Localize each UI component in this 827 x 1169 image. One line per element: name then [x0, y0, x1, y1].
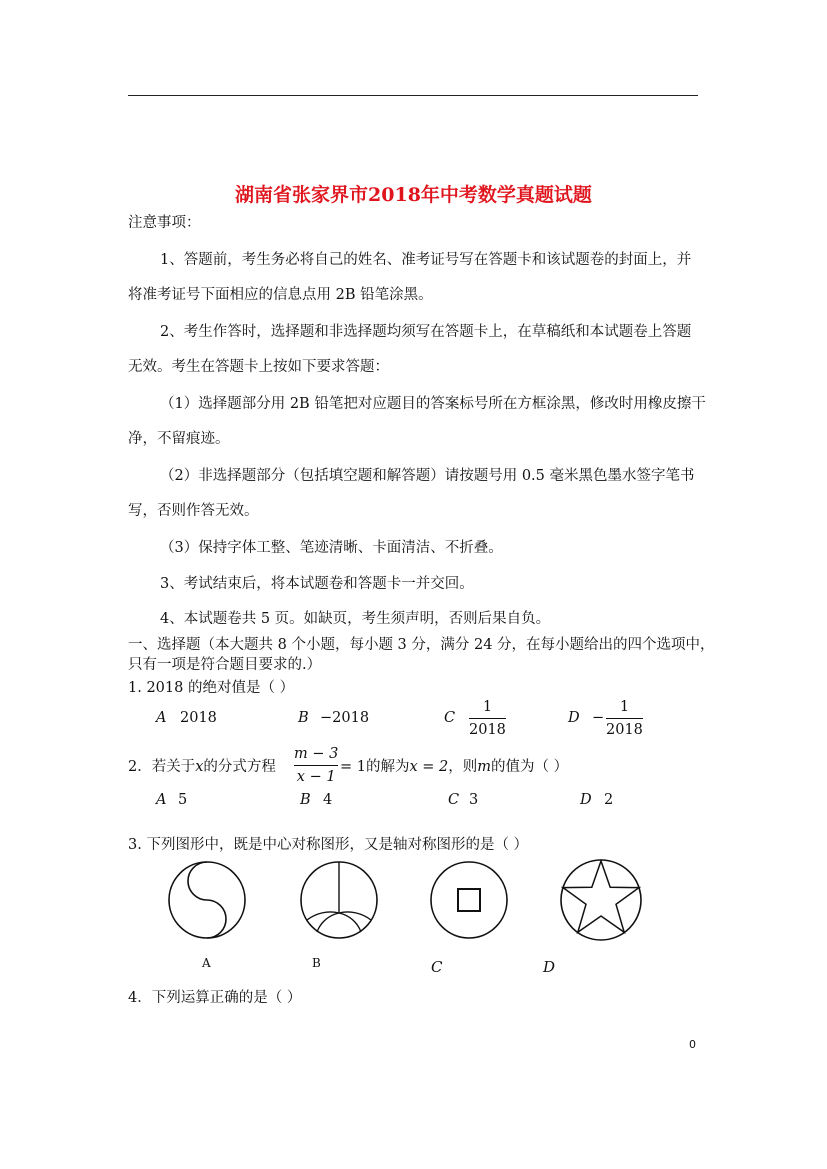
q2-option-c-value: 3: [469, 792, 479, 808]
notice-item-1-line-1: 1、答题前，考生务必将自己的姓名、准考证号写在答题卡和该试题卷的封面上，并: [160, 252, 692, 268]
q3-figure-a-yin-yang: [165, 858, 249, 942]
q3-figure-d-star-in-circle: [557, 856, 645, 944]
notice-item-3: 3、考试结束后，将本试题卷和答题卡一并交回。: [160, 576, 474, 592]
q2-fraction-denominator: x − 1: [296, 769, 336, 785]
q2-suffix: 的值为（ ）: [491, 759, 569, 775]
q1-option-d-sign: −: [592, 710, 605, 726]
q2-option-b-letter: B: [300, 792, 311, 808]
q1-option-a-letter: A: [156, 710, 167, 726]
q2-equation-fraction: [294, 745, 338, 786]
q2-variable-x: x: [195, 759, 204, 775]
q1-option-d-numerator: 1: [619, 699, 630, 715]
q1-option-c-fraction: [469, 698, 506, 739]
q3-figure-b-three-arcs: [297, 858, 381, 942]
notice-sub-1-line-1: （1）选择题部分用 2B 铅笔把对应题目的答案标号所在方框涂黑，修改时用橡皮擦干: [160, 396, 706, 412]
q1-option-c-numerator: 1: [482, 699, 493, 715]
q2-option-d-value: 2: [604, 792, 614, 808]
page-title: 湖南省张家界市2018年中考数学真题试题: [235, 184, 592, 206]
q3-label-b: B: [312, 956, 321, 970]
q2-option-d-letter: D: [580, 792, 592, 808]
notice-sub-1-line-2: 净，不留痕迹。: [128, 431, 230, 447]
q2-mid: 的分式方程: [203, 759, 276, 775]
q1-option-c-letter: C: [444, 710, 456, 726]
header-rule: [128, 95, 698, 96]
section-heading-line-2: 只有一项是符合题目要求的.）: [128, 657, 322, 673]
fraction-bar: [294, 765, 338, 766]
q3-figure-c-square-in-circle: [427, 858, 511, 942]
notice-item-4: 4、本试题卷共 5 页。如缺页，考生须声明，否则后果自负。: [160, 611, 551, 627]
q1-option-d-fraction: [606, 698, 643, 739]
q2-variable-m: m: [477, 759, 492, 775]
notice-heading: 注意事项：: [128, 215, 201, 231]
q2-option-b-value: 4: [323, 792, 333, 808]
q3-label-d: D: [543, 958, 556, 976]
q4-stem: 4．下列运算正确的是（ ）: [128, 990, 302, 1006]
notice-item-1-line-2: 将准考证号下面相应的信息点用 2B 铅笔涂黑。: [128, 287, 433, 303]
fraction-bar: [606, 718, 643, 719]
fraction-bar: [469, 718, 506, 719]
q2-fraction-numerator: m − 3: [294, 746, 339, 762]
q3-label-a: A: [202, 956, 211, 970]
q2-equals-one: = 1: [340, 759, 366, 775]
q1-stem: 1. 2018 的绝对值是（ ）: [128, 680, 295, 696]
q2-mid3: ，则: [448, 759, 478, 775]
notice-sub-2-line-2: 写，否则作答无效。: [128, 503, 259, 519]
q2-stem: [128, 757, 276, 777]
q1-option-d-letter: D: [568, 710, 580, 726]
q1-option-a-value: 2018: [180, 710, 217, 726]
q2-option-c-letter: C: [448, 792, 460, 808]
q2-option-a-value: 5: [178, 792, 188, 808]
q2-mid2: 的解为: [365, 759, 410, 775]
q2-prefix: 2．若关于: [128, 759, 196, 775]
notice-sub-3: （3）保持字体工整、笔迹清晰、卡面清洁、不折叠。: [160, 540, 503, 556]
q2-solution: x = 2: [409, 759, 449, 775]
q1-option-d-denominator: 2018: [606, 722, 643, 738]
q1-option-b-letter: B: [298, 710, 309, 726]
q2-option-a-letter: A: [156, 792, 167, 808]
q3-stem: 3. 下列图形中，既是中心对称图形，又是轴对称图形的是（ ）: [128, 837, 529, 853]
q3-label-c: C: [431, 958, 443, 976]
notice-item-2-line-1: 2、考生作答时，选择题和非选择题均须写在答题卡上，在草稿纸和本试题卷上答题: [160, 324, 692, 340]
q1-option-b-value: −2018: [320, 710, 370, 726]
q1-option-c-denominator: 2018: [469, 722, 506, 738]
notice-sub-2-line-1: （2）非选择题部分（包括填空题和解答题）请按题号用 0.5 毫米黑色墨水签字笔书: [160, 468, 695, 484]
section-heading-line-1: 一、选择题（本大题共 8 个小题，每小题 3 分，满分 24 分，在每小题给出的四个选项中，: [128, 637, 715, 653]
page-number: 0: [689, 1038, 696, 1051]
notice-item-2-line-2: 无效。考生在答题卡上按如下要求答题：: [128, 359, 389, 375]
q2-stem-rest: [340, 757, 568, 777]
